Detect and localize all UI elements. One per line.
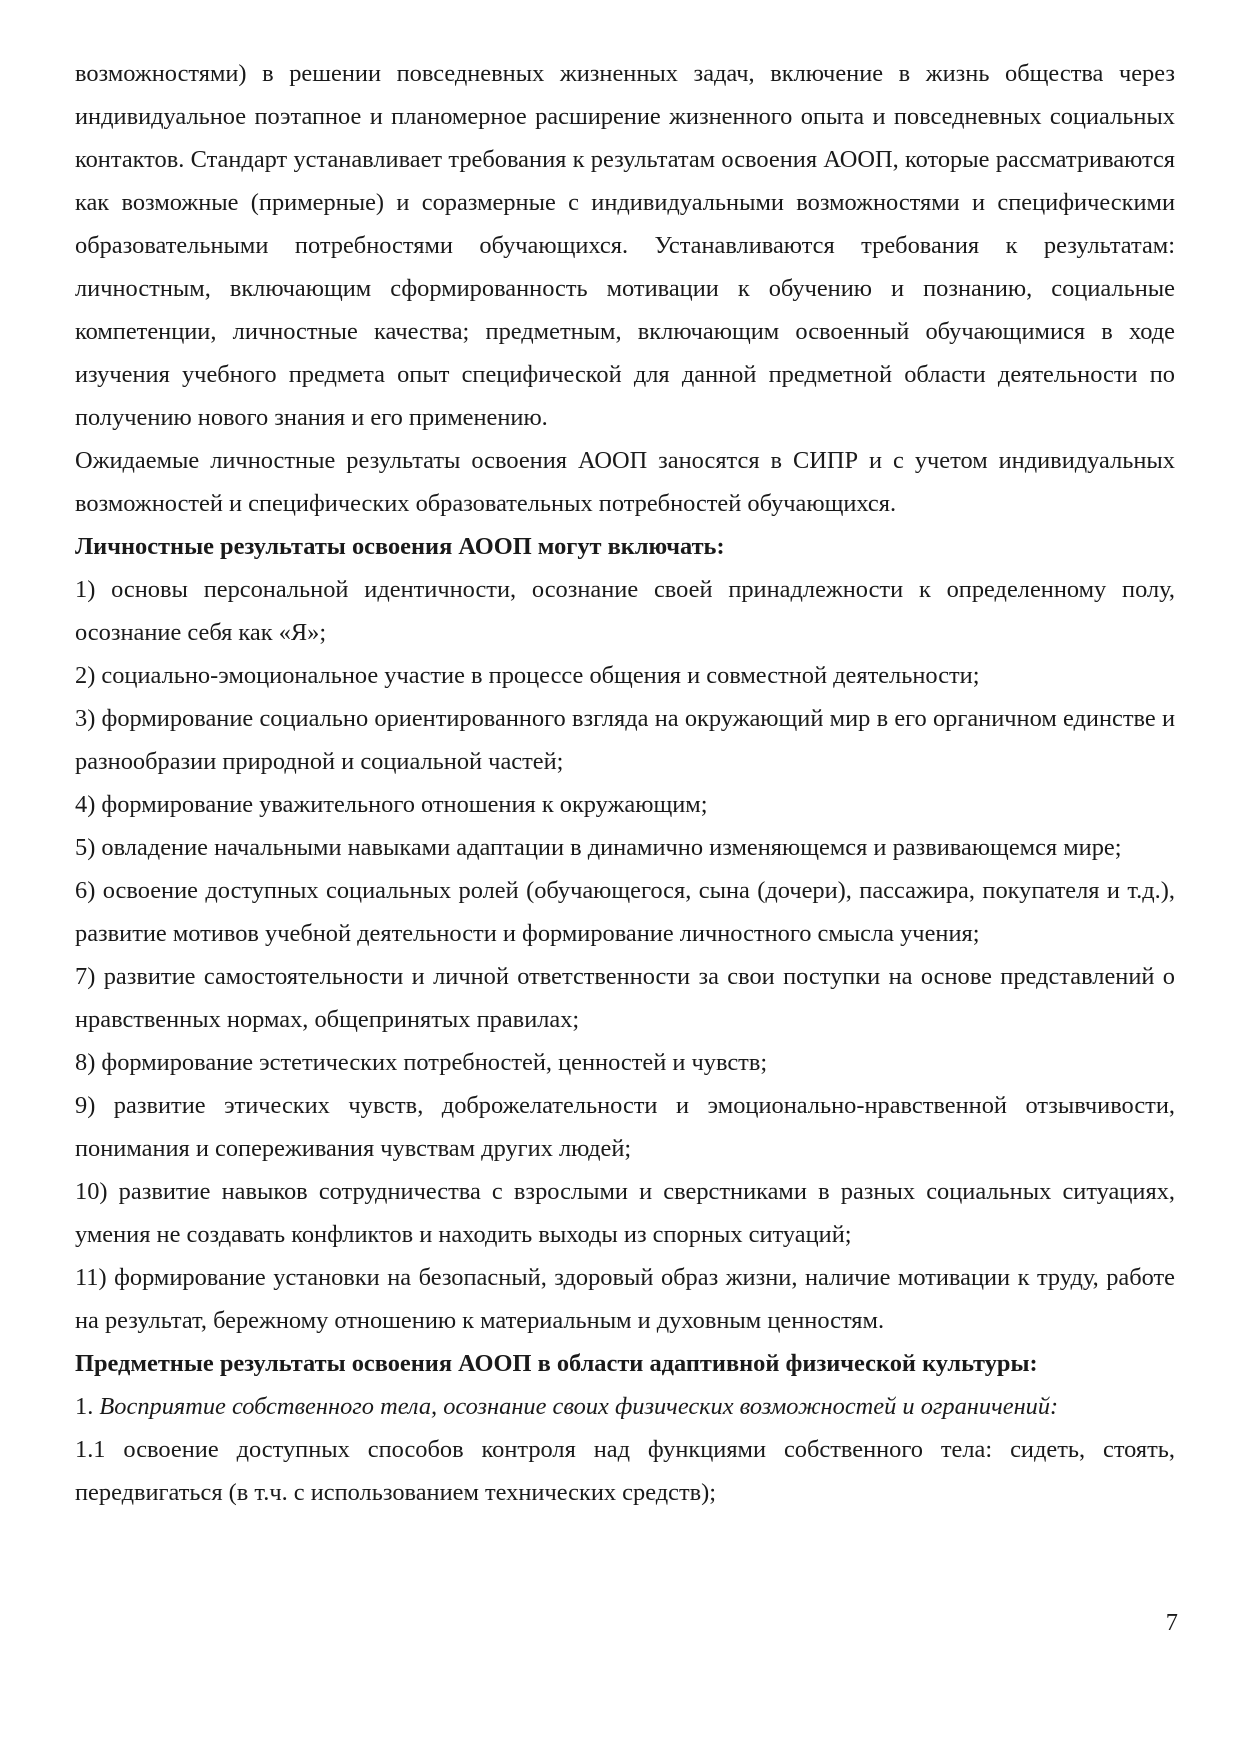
subject-section-number: 1. xyxy=(75,1393,94,1420)
intro-paragraph: возможностями) в решении повседневных жизненных задач, включение в жизнь общества через индивидуальное поэтапное и планомерное расширение жизненного опыта и повседневных социальных контактов. Стандарт устанавливает требования к результатам освоения АООП, которые рассматриваются как возможные (примерные) и соразмерные с индивидуальными возможностями и специфическими образовательными потребностями обучающихся. Устанавливаются требования к результатам: личностным, включающим сформированность мотивации к обучению и познанию, социальные компетенции, личностные качества; предметным, включающим освоенный обучающимися в ходе изучения учебного предмета опыт специфической для данной предметной области деятельности по получению нового знания и его применению. xyxy=(75,60,1175,431)
expected-results-paragraph: Ожидаемые личностные результаты освоения АООП заносятся в СИПР и с учетом индивидуальных возможностей и специфических образовательных потребностей обучающихся. xyxy=(75,447,1175,517)
subject-result-item-1-1: 1.1 освоение доступных способов контроля над функциями собственного тела: сидеть, стоять, передвигаться (в т.ч. с использованием технических средств); xyxy=(75,1436,1175,1506)
subject-result-section-1 xyxy=(75,1385,1175,1428)
personal-results-heading: Личностные результаты освоения АООП могут включать: xyxy=(75,533,725,560)
personal-result-item-5: 5) овладение начальными навыками адаптации в динамично изменяющемся и развивающемся мире; xyxy=(75,834,1122,861)
personal-result-item-8: 8) формирование эстетических потребностей, ценностей и чувств; xyxy=(75,1049,768,1076)
page-number: 7 xyxy=(1165,1609,1178,1636)
personal-result-item-10: 10) развитие навыков сотрудничества с взрослыми и сверстниками в разных социальных ситуациях, умения не создавать конфликтов и находить выходы из спорных ситуаций; xyxy=(75,1178,1175,1248)
personal-result-item-2: 2) социально-эмоциональное участие в процессе общения и совместной деятельности; xyxy=(75,662,980,689)
personal-result-item-4: 4) формирование уважительного отношения к окружающим; xyxy=(75,791,708,818)
subject-section-title: Восприятие собственного тела, осознание своих физических возможностей и ограничений: xyxy=(99,1393,1059,1420)
personal-result-item-9: 9) развитие этических чувств, доброжелательности и эмоционально-нравственной отзывчивости, понимания и сопереживания чувствам других людей; xyxy=(75,1092,1175,1162)
personal-result-item-11: 11) формирование установки на безопасный, здоровый образ жизни, наличие мотивации к труду, работе на результат, бережному отношению к материальным и духовным ценностям. xyxy=(75,1264,1175,1334)
document-page xyxy=(75,52,1175,1514)
personal-result-item-1: 1) основы персональной идентичности, осознание своей принадлежности к определенному полу, осознание себя как «Я»; xyxy=(75,576,1175,646)
personal-result-item-6: 6) освоение доступных социальных ролей (обучающегося, сына (дочери), пассажира, покупателя и т.д.), развитие мотивов учебной деятельности и формирование личностного смысла учения; xyxy=(75,877,1175,947)
subject-results-heading: Предметные результаты освоения АООП в области адаптивной физической культуры: xyxy=(75,1350,1038,1377)
personal-result-item-7: 7) развитие самостоятельности и личной ответственности за свои поступки на основе представлений о нравственных нормах, общепринятых правилах; xyxy=(75,963,1175,1033)
personal-result-item-3: 3) формирование социально ориентированного взгляда на окружающий мир в его органичном единстве и разнообразии природной и социальной частей; xyxy=(75,705,1175,775)
